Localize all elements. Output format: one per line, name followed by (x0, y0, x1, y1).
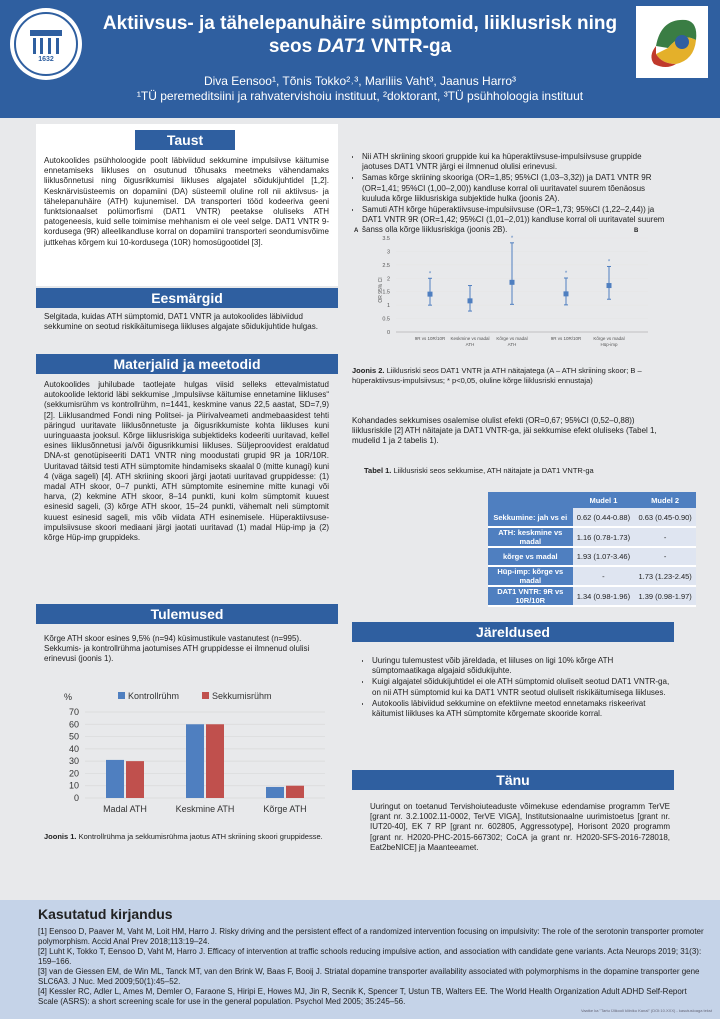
y-tick-label: 1.5 (382, 289, 390, 296)
tulemused-intro: Kõrge ATH skoor esines 9,5% (n=94) küsimustikule vastanutest (n=995). Sekkumis- ja kontrollrühma jaotumises ATH gruppidesse ei ilmnenud olulisi erinevusi (joonis 1). (44, 634, 310, 664)
table-cell: 0.62 (0.44-0.88) (573, 508, 635, 527)
table-cell: 1.73 (1.23-2.45) (634, 566, 696, 586)
reference-item: [4] Kessler RC, Adler L, Ames M, Demler O, Faraone S, Hiripi E, Howes MJ, Jin R, Secnik K, Spencer T, Ustun TB, Walters EE. The World Health Organization Adult ADHD Self-Report Scale (ASRS): a short screening scale for use in the general population. Psychol Med 2005; 35:245–56. (38, 987, 687, 1006)
x-tick-label: ATH (465, 342, 475, 347)
institute-logo (636, 6, 708, 78)
tanu-heading: Tänu (352, 770, 674, 790)
table-row (488, 566, 696, 586)
tanu-text: Uuringut on toetanud Tervishoiuteaduste võimekuse edendamise programm TerVE [grant nr. 3.2.1002.11-0002, TerVE VIGA], Institutsionaalne uurimistoetus [grant nr. IUT20-40], EK 7 RP [grant nr. 602805, Aggressotype], Horisont 2020 programm [grant nr. H2020-PHC-2015-667302; CoCA ja grant nr. H2020-SFS-2016-728018, Eat2beNICE] ja Maanteeamet. (370, 802, 670, 852)
footer-note: Vaatke ka "Tartu Ülikooli kliiniku Kanal" (DOI:10.XXX) - kasutusloaga tekst (580, 1008, 712, 1013)
results-bullet: • Samuti ATH kõrge hüperaktiivsuse-impulsiivsuse (OR=1,73; 95%CI (1,22–2,44)) ja DAT1 VNTR 9R (OR=1,42; 95%CI (1,01–2,01)) kandluse korral oli uuritavatel suurem šanss olla kõrge liiklusriskiga (joonis 2B). (362, 205, 667, 236)
conclusion-bullet: • Uuringu tulemustest võib järeldada, et liiluses on ligi 10% kõrge ATH sümptomaatikaga algajaid sõidukijuhte. (372, 656, 674, 676)
jareldused-heading: Järeldused (352, 622, 674, 642)
or-point (564, 291, 569, 296)
y-tick-label: 0.5 (382, 316, 390, 323)
or-point (607, 283, 612, 288)
table-row (488, 586, 696, 606)
table-header-row (488, 492, 696, 508)
eesmargid-heading: Eesmärgid (36, 288, 338, 308)
x-tick-label: Kõrge ATH (263, 804, 307, 814)
y-tick-label: 40 (68, 743, 79, 754)
legend-swatch (202, 692, 209, 699)
y-tick-label: 2.5 (382, 262, 390, 269)
table-row-label: Hüp-imp: kõrge vs madal (488, 566, 573, 586)
conclusion-bullet: • Kuigi algajatel sõidukijuhtidel ei ole ATH sümptomid oluliselt seotud DAT1 VNTR-ga, on nii ATH sümptomid kui ka DAT1 VNTR seotud oluliselt riskikäitumisega liikluses. (372, 677, 674, 697)
table-cell: - (634, 527, 696, 547)
authors: Diva Eensoo¹, Tõnis Tokko²˒³, Mariliis Vaht³, Jaanus Harro³ (203, 74, 517, 88)
bar (106, 760, 124, 798)
reference-item: [3] van de Giessen EM, de Win ML, Tanck MT, van den Brink W, Baas F, Booij J. Striatal dopamine transporter availability associated with polymorphisms in the dopamine transporter gene SLC6A3. J Nuc. Med 2009;50(1):45–52. (38, 967, 700, 986)
table-row-label: kõrge vs madal (488, 547, 573, 566)
poster-title: Aktiivsus- ja tähelepanuhäire sümptomid, liiklusrisk ning seos DAT1 VNTR-ga (102, 13, 618, 57)
significance-marker: * (510, 235, 514, 242)
y-axis-label: % (63, 692, 73, 702)
meetodid-text: Autokoolides juhilubade taotlejate hulgas viisid selleks ettevalmistatud autokoolide lektorid läbi sekkumise „Impulsiivse käitumise ennetamine liikluses“ (sekkumisrühm vs kontrollrühm, n=1441, keskmine vanus 22,5 aastat, SD=7,9) [2]. Liiklusandmed Fondi ning Politsei- ja Piirivalveameti andmebaasidest tehti päringud uuritavate liiklusõnnetuste ja õigusrikkumiste kohta liikluses kuni uuringuaasta jooksul. Kõrge liiklusriskiga subjektideks kodeeriti uuritavad, kellel esines liiklusõnnetusi ja/või õigusrikkumisi liikluses. Süljeproovidest eraldatud DNA-st genotüpiseeriti DAT1 VNTR ning moodustati grupid 9R ja 10R/10R. Uuritavad täitsid testi ATH sümptomite hindamiseks skaalal 0 (mitte kunagi) kuni 4 (väga sageli) [4]. ATH skriining skoori järgi jaotati uuritavad gruppidesse: (1) madal ATH skoor, 0–7 punkti, ATH sümptomite esinemine mitte kunagi või harva, (2) kekmine ATH skoor, 8–14 punkti, kuni kolm sümptomit kuuest esinesid sageli, (3) kõrge ATH skoor, 15–24 punkti, vähemalt neli sümptomit kuuest esinesid sageli, mis võib viidata ATH esinemisele. Hüperaktiivsuse-impulsiivsuse skoori mediaani järgi jaotati uuritavad (1) madal Hüp-imp ja (2) kõrge Hüp-imp gruppideks. (44, 380, 329, 543)
seal-column (40, 38, 43, 54)
y-tick-label: 10 (68, 780, 79, 791)
or-point (468, 298, 473, 303)
university-seal-logo (10, 8, 82, 80)
figure-2-caption: Joonis 2. Liiklusriski seos DAT1 VNTR ja ATH näitajatega (A – ATH skriining skoor; B – hüperaktiivsus-impulsiivsus; * p<0,05, oluline kõrge liiklusriski ennustaja) (352, 366, 642, 385)
y-axis-label: OR 95% CI (378, 277, 384, 303)
bar (266, 787, 284, 798)
jareldused-bullets (362, 656, 674, 756)
right-results-bullets (352, 152, 667, 242)
reference-item: [2] Luht K, Tokko T, Eensoo D, Vaht M, Harro J. Efficacy of intervention at traffic schools reducing impulsive action, and association with candidate gene variants. Acta Neurops 2019; 31(3): 159–166. (38, 947, 702, 966)
x-tick-label: Keskmine ATH (175, 804, 235, 814)
table-row-label: Sekkumine: jah vs ei (488, 508, 573, 527)
table-row (488, 508, 696, 527)
legend-swatch (118, 692, 125, 699)
seal-year: 1632 (38, 56, 54, 63)
y-tick-label: 1 (386, 303, 390, 310)
significance-marker: * (607, 259, 611, 266)
meetodid-heading: Materjalid ja meetodid (36, 354, 338, 374)
kohandades-text: Kohandades sekkumises osalemise olulist efekti (OR=0,67; 95%CI (0,52–0,88)) liiklusriskile [2] ATH näitajate ja DAT1 VNTR-ga, jäi sekkumise efekt oluliseks (Tabel 1, mudelid 1 ja 2 tabelis 1). (352, 416, 657, 446)
table-header-cell: Mudel 1 (573, 492, 635, 508)
seal-column (56, 38, 59, 54)
tulemused-heading: Tulemused (36, 604, 338, 624)
x-tick-label: 9R vs 10R/10R (550, 336, 582, 341)
references-list (38, 927, 708, 1007)
bar (286, 786, 304, 798)
table-header-cell: Mudel 2 (634, 492, 696, 508)
table-row (488, 527, 696, 547)
y-tick-label: 3.5 (382, 236, 390, 242)
y-tick-label: 20 (68, 768, 79, 779)
legend-label: Sekkumisrühm (212, 691, 272, 701)
y-tick-label: 0 (386, 330, 390, 336)
y-tick-label: 3 (386, 249, 390, 256)
significance-marker: * (564, 271, 568, 278)
seal-column (48, 38, 51, 54)
table-header-cell (488, 492, 573, 508)
eesmargid-text: Selgitada, kuidas ATH sümptomid, DAT1 VNTR ja autokoolides läbiviidud sekkumine on seotud riskikäitumisega liikluses algajate sõidukijuhtide hulgas. (44, 312, 318, 332)
x-tick-label: Hüp-imp (600, 342, 618, 347)
table-row-label: DAT1 VNTR: 9R vs 10R/10R (488, 586, 573, 606)
figure-2-panel-b-label: B (634, 228, 639, 234)
table-row (488, 547, 696, 566)
legend-label: Kontrollrühm (128, 691, 180, 701)
taust-text: Autokoolides psühholoogide poolt läbiviidud sekkumine impulsiivse käitumise ennetamiseks liikluses on osutunud tõhusaks meetmeks vähendamaks liiklusõnnetusi ning õigusrikkumisi liikluses algajatel sõidukijuhtidel [1,2]. Kesknärvisüsteemis on dopamiini (DA) süsteemil oluline roll nii aktiivsus- ja tähelepanuhäire (ATH) kujunemisel. DA transporteri tööd kodeeriva geeni funktsionaalset polümorfismi (DAT1 VNTR) peetakse oluliseks ATH patogeneesis, kuid selle toimimise mehhanism ei ole veel selge. DAT1 VNTR 9-kordusega (9R) alleelikandluse korral on dopamiini transporteri seondumisvõime juttkehas kõrgem kui 10-kordusega (10R) homosügootidel [3]. (44, 156, 329, 247)
results-bullet: • Nii ATH skriining skoori gruppide kui ka hüperaktiivsuse-impulsiivsuse gruppide jaotuses DAT1 VNTR järgi ei ilmnenud olulisi erinevusi. (362, 152, 667, 172)
x-tick-label: ATH (507, 342, 517, 347)
bar (186, 724, 204, 798)
x-tick-label: 9R vs 10R/10R (414, 336, 446, 341)
or-point (510, 280, 515, 285)
table-cell: 0.63 (0.45-0.90) (634, 508, 696, 527)
table-cell: 1.39 (0.98-1.97) (634, 586, 696, 606)
bar (206, 724, 224, 798)
author-block (90, 74, 630, 104)
table-cell: 1.34 (0.98-1.96) (573, 586, 635, 606)
conclusion-bullet: • Autokoolis läbiviidud sekkumine on efektiivne meetod ennetamaks riskeerivat käitumist liikluses ka ATH sümptomite kõrgemate skooride korral. (372, 699, 674, 719)
references-heading: Kasutatud kirjandus (38, 906, 173, 922)
y-tick-label: 70 (68, 707, 79, 717)
figure-2-panel-a-label: A (354, 228, 359, 234)
significance-marker: * (428, 271, 432, 278)
x-tick-label: Keskmine vs madal (450, 336, 490, 341)
x-tick-label: Madal ATH (103, 804, 147, 814)
affiliations: ¹TÜ peremeditsiini ja rahvatervishoiu instituut, ²doktorant, ³TÜ psühholoogia instituut (136, 89, 584, 103)
figure-1-bar-chart (40, 686, 335, 831)
seal-column (33, 38, 36, 54)
table-1 (488, 492, 696, 607)
y-tick-label: 2 (386, 276, 390, 283)
y-tick-label: 30 (68, 756, 79, 767)
table-1-caption: Tabel 1. Liiklusriski seos sekkumise, ATH näitajate ja DAT1 VNTR-ga (364, 466, 594, 475)
table-row-label: ATH: keskmine vs madal (488, 527, 573, 547)
poster-header (0, 0, 720, 118)
reference-item: [1] Eensoo D, Paaver M, Vaht M, Loit HM, Harro J. Risky driving and the persistent effect of a randomized intervention focusing on impulsivity: The role of the serotonin transporter promoter polymorphism. Accid Anal Prev 2018;113:19–24. (38, 927, 704, 946)
x-tick-label: Kõrge vs madal (496, 336, 528, 341)
or-point (428, 292, 433, 297)
table-cell: 1.93 (1.07-3.46) (573, 547, 635, 566)
table-cell: - (573, 566, 635, 586)
figure-2-odds-ratio-chart (352, 234, 652, 358)
bar (126, 761, 144, 798)
y-tick-label: 60 (68, 719, 79, 730)
table-cell: - (634, 547, 696, 566)
x-tick-label: Kõrge vs madal (593, 336, 625, 341)
y-tick-label: 0 (73, 793, 79, 803)
figure-1-caption: Joonis 1. Kontrollrühma ja sekkumisrühma jaotus ATH skriining skoori gruppidesse. (44, 832, 323, 841)
results-bullet: • Samas kõrge skriining skooriga (OR=1,85; 95%CI (1,03–3,32)) ja DAT1 VNTR 9R (OR=1,41; 95%CI (1,00–2,00)) kandluse korral oli uuritavatel suurem tõenäosus kuuluda kõrge liiklusriskiga subjektide hulka (joonis 2A). (362, 173, 667, 204)
taust-heading: Taust (135, 130, 235, 150)
y-tick-label: 50 (68, 731, 79, 742)
table-cell: 1.16 (0.78-1.73) (573, 527, 635, 547)
institute-logo-icon (636, 6, 708, 78)
